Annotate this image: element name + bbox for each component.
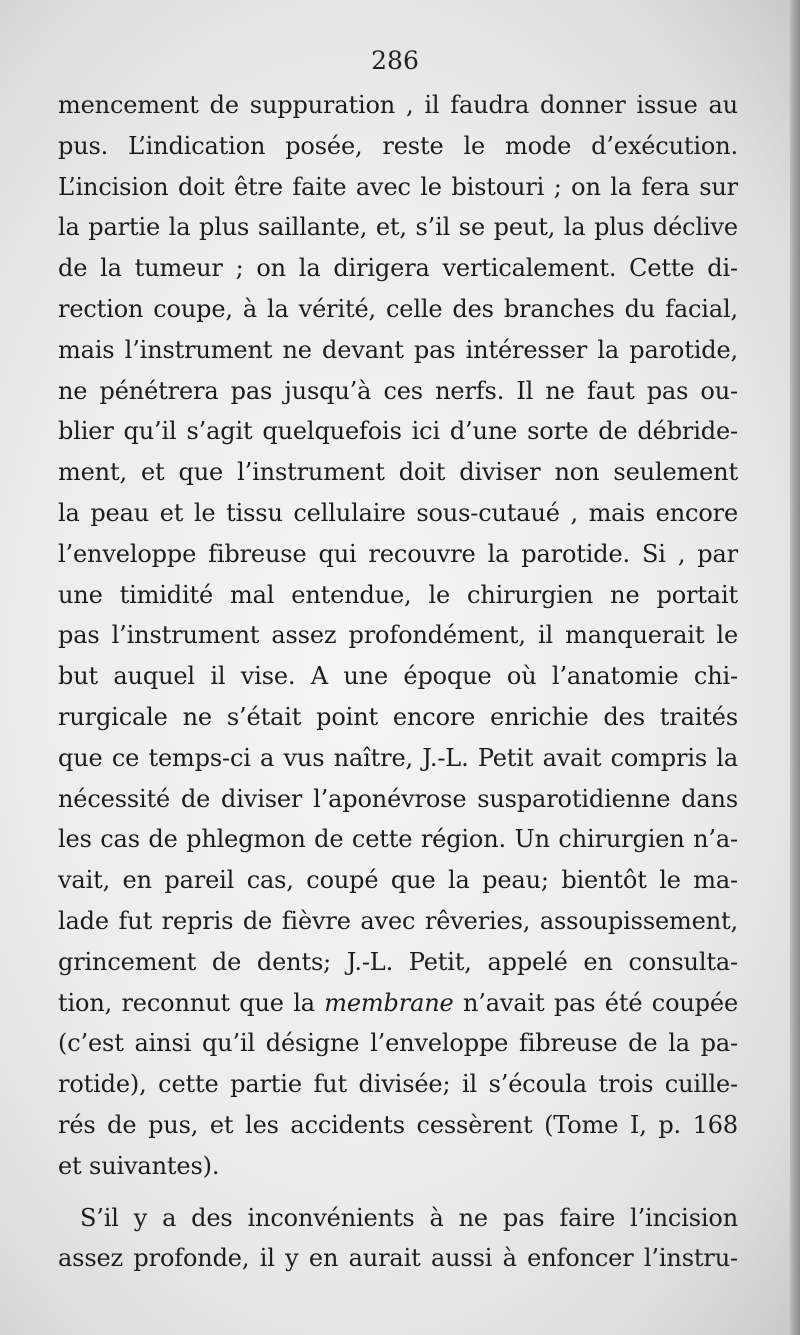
text-line: la partie la plus saillante, et, s’il se peut, la plus déclive — [58, 213, 738, 242]
text-line: mencement de suppuration , il faudra donner issue au — [58, 91, 738, 119]
text-line-paragraph-end: et suivantes). — [58, 1151, 220, 1180]
text-line-with-italic — [58, 983, 738, 1024]
body-text — [58, 85, 738, 1279]
text-line: lade fut repris de fièvre avec rêveries, assoupissement, — [58, 906, 738, 935]
text-line: rection coupe, à la vérité, celle des branches du facial, — [58, 294, 738, 323]
text-line: les cas de phlegmon de cette région. Un chirurgien n’a- — [58, 825, 738, 854]
text-line: (c’est ainsi qu’il désigne l’enveloppe fibreuse de la pa- — [58, 1029, 738, 1058]
paragraph-gap — [58, 1187, 738, 1198]
text-line: pas l’instrument assez profondément, il manquerait le — [58, 621, 738, 650]
text-line: rés de pus, et les accidents cessèrent (Tome I, p. 168 — [58, 1110, 738, 1139]
text-line: la peau et le tissu cellulaire sous-cutaué , mais encore — [58, 498, 738, 527]
text-line: que ce temps-ci a vus naître, J.-L. Petit avait compris la — [58, 743, 738, 772]
page-number: 286 — [371, 46, 419, 75]
text-segment: n’avait pas été coupée — [453, 988, 738, 1017]
text-segment: tion, reconnut que la — [58, 988, 325, 1017]
text-line: assez profonde, il y en aurait aussi à enfoncer l’instru- — [58, 1244, 738, 1273]
italic-term: membrane — [324, 988, 454, 1017]
text-line: mais l’instrument ne devant pas intéresser la parotide, — [58, 335, 738, 364]
text-line: ment, et que l’instrument doit diviser non seulement — [58, 458, 738, 487]
text-line: pus. L’indication posée, reste le mode d’exécution. — [58, 131, 738, 160]
text-line: de la tumeur ; on la dirigera verticalement. Cette di- — [58, 254, 738, 283]
text-line: rurgicale ne s’était point encore enrichie des traités — [58, 702, 738, 731]
text-line: ne pénétrera pas jusqu’à ces nerfs. Il ne faut pas ou- — [58, 376, 738, 405]
text-line: blier qu’il s’agit quelquefois ici d’une sorte de débride- — [58, 417, 738, 446]
text-line-paragraph-start: S’il y a des inconvénients à ne pas faire l’incision — [80, 1203, 738, 1232]
text-line: vait, en pareil cas, coupé que la peau; bientôt le ma- — [58, 866, 738, 895]
text-line: L’incision doit être faite avec le bistouri ; on la fera sur — [58, 172, 738, 201]
page-edge-shadow — [790, 0, 800, 1335]
text-line: but auquel il vise. A une époque où l’anatomie chi- — [58, 662, 738, 691]
text-line: nécessité de diviser l’aponévrose susparotidienne dans — [58, 784, 738, 813]
text-line: l’enveloppe fibreuse qui recouvre la parotide. Si , par — [58, 539, 738, 568]
text-line: une timidité mal entendue, le chirurgien ne portait — [58, 580, 738, 609]
text-line: grincement de dents; J.-L. Petit, appelé en consulta- — [58, 947, 738, 976]
text-line: rotide), cette partie fut divisée; il s’écoula trois cuille- — [58, 1070, 738, 1099]
